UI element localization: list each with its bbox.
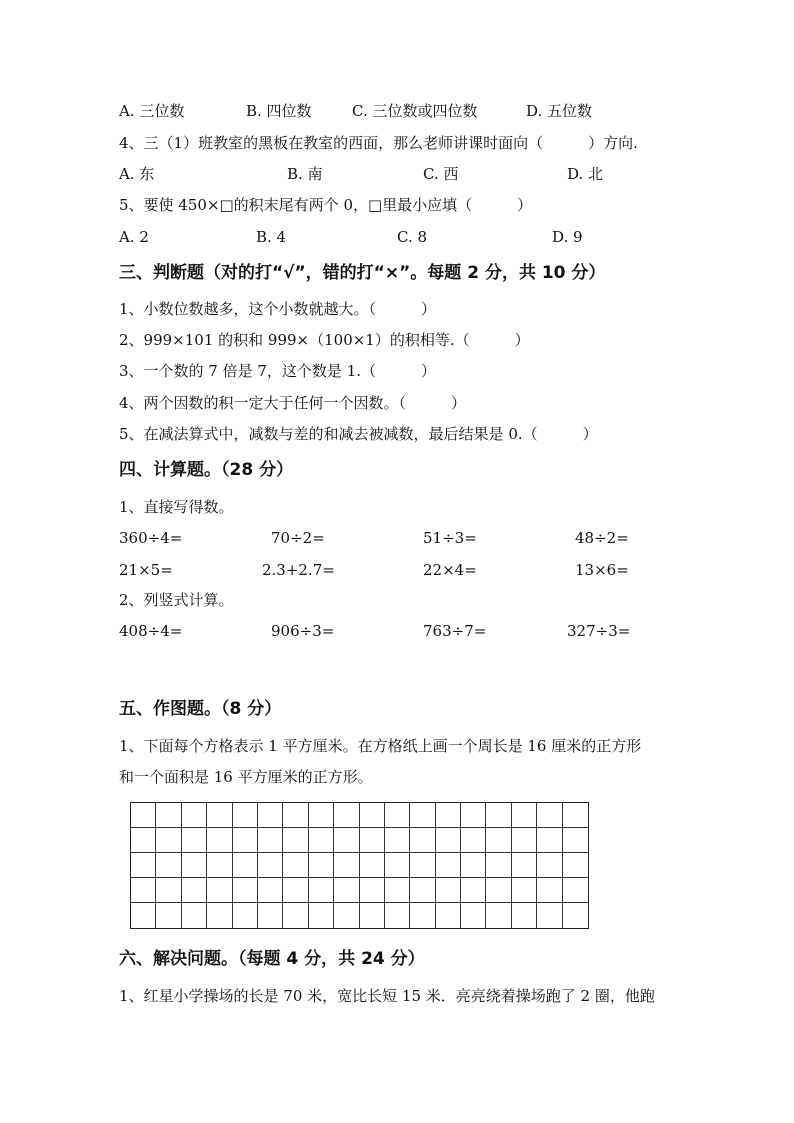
grid-cell bbox=[156, 828, 181, 853]
square-grid bbox=[130, 802, 589, 929]
grid-cell bbox=[537, 903, 562, 928]
q5-option-d: D. 9 bbox=[552, 228, 583, 246]
q3-option-c: C. 三位数或四位数 bbox=[352, 102, 478, 120]
grid-cell bbox=[360, 803, 385, 828]
grid-cell bbox=[309, 878, 334, 903]
grid-cell bbox=[283, 828, 308, 853]
grid-cell bbox=[360, 878, 385, 903]
grid-cell bbox=[461, 878, 486, 903]
grid-cell bbox=[283, 903, 308, 928]
grid-cell bbox=[385, 878, 410, 903]
calc-r2-c1: 21×5= bbox=[119, 561, 173, 579]
grid-cell bbox=[182, 803, 207, 828]
grid-cell bbox=[385, 828, 410, 853]
grid-cell bbox=[283, 878, 308, 903]
calc-r1-c3: 51÷3= bbox=[423, 529, 477, 547]
grid-cell bbox=[207, 853, 232, 878]
grid-cell bbox=[182, 903, 207, 928]
grid-cell bbox=[436, 803, 461, 828]
section5-title: 五、作图题。（8 分） bbox=[119, 699, 282, 719]
grid-cell bbox=[486, 828, 511, 853]
grid-cell bbox=[207, 828, 232, 853]
grid-cell bbox=[410, 828, 435, 853]
section3-item-3: 3、一个数的 7 倍是 7，这个数是 1.（ ） bbox=[119, 362, 437, 380]
grid-cell bbox=[537, 803, 562, 828]
grid-cell bbox=[461, 803, 486, 828]
calc-r2-c2: 2.3+2.7= bbox=[262, 561, 335, 579]
q4-option-d: D. 北 bbox=[567, 165, 604, 183]
grid-cell bbox=[436, 828, 461, 853]
calc-r1-c1: 360÷4= bbox=[119, 529, 183, 547]
grid-cell bbox=[512, 878, 537, 903]
grid-cell bbox=[131, 903, 156, 928]
section6-title: 六、解决问题。（每题 4 分，共 24 分） bbox=[119, 949, 425, 969]
grid-cell bbox=[233, 903, 258, 928]
grid-cell bbox=[385, 903, 410, 928]
grid-cell bbox=[537, 853, 562, 878]
grid-cell bbox=[512, 903, 537, 928]
grid-cell bbox=[410, 903, 435, 928]
grid-cell bbox=[233, 803, 258, 828]
grid-cell bbox=[258, 903, 283, 928]
q4-option-a: A. 东 bbox=[119, 165, 155, 183]
grid-cell bbox=[537, 878, 562, 903]
grid-cell bbox=[385, 853, 410, 878]
grid-cell bbox=[334, 853, 359, 878]
grid-cell bbox=[563, 878, 588, 903]
grid-cell bbox=[334, 903, 359, 928]
section4-title: 四、计算题。（28 分） bbox=[119, 460, 294, 480]
grid-cell bbox=[131, 878, 156, 903]
grid-cell bbox=[461, 903, 486, 928]
section6-line-1: 1、红星小学操场的长是 70 米，宽比长短 15 米．亮亮绕着操场跑了 2 圈，他跑 bbox=[119, 987, 655, 1005]
calc-r3-c2: 906÷3= bbox=[271, 622, 335, 640]
calc-r3-c1: 408÷4= bbox=[119, 622, 183, 640]
grid-cell bbox=[283, 853, 308, 878]
grid-cell bbox=[486, 878, 511, 903]
calc-r1-c4: 48÷2= bbox=[575, 529, 629, 547]
section3-item-2: 2、999×101 的积和 999×（100×1）的积相等.（ ） bbox=[119, 331, 530, 349]
grid-cell bbox=[360, 853, 385, 878]
grid-cell bbox=[360, 903, 385, 928]
grid-cell bbox=[207, 878, 232, 903]
section4-sub1: 1、直接写得数。 bbox=[119, 498, 234, 516]
grid-cell bbox=[334, 828, 359, 853]
grid-cell bbox=[309, 828, 334, 853]
calc-r1-c2: 70÷2= bbox=[271, 529, 325, 547]
grid-cell bbox=[461, 828, 486, 853]
grid-cell bbox=[436, 853, 461, 878]
section5-line-1: 1、下面每个方格表示 1 平方厘米。在方格纸上画一个周长是 16 厘米的正方形 bbox=[119, 737, 642, 755]
grid-cell bbox=[258, 828, 283, 853]
grid-cell bbox=[258, 803, 283, 828]
q4-stem: 4、三（1）班教室的黑板在教室的西面，那么老师讲课时面向（ ）方向. bbox=[119, 134, 638, 152]
grid-cell bbox=[309, 853, 334, 878]
calc-r3-c4: 327÷3= bbox=[567, 622, 631, 640]
q3-option-a: A. 三位数 bbox=[119, 102, 185, 120]
grid-cell bbox=[156, 878, 181, 903]
grid-cell bbox=[360, 828, 385, 853]
q5-stem: 5、要使 450×□的积末尾有两个 0，□里最小应填（ ） bbox=[119, 196, 533, 214]
grid-cell bbox=[512, 853, 537, 878]
grid-cell bbox=[156, 903, 181, 928]
grid-cell bbox=[309, 803, 334, 828]
grid-cell bbox=[563, 903, 588, 928]
section4-sub2: 2、列竖式计算。 bbox=[119, 591, 234, 609]
grid-cell bbox=[410, 803, 435, 828]
grid-cell bbox=[233, 828, 258, 853]
grid-cell bbox=[486, 803, 511, 828]
grid-cell bbox=[537, 828, 562, 853]
section3-title: 三、判断题（对的打“√”，错的打“×”。每题 2 分，共 10 分） bbox=[119, 263, 606, 283]
grid-cell bbox=[182, 828, 207, 853]
grid-cell bbox=[156, 853, 181, 878]
grid-cell bbox=[461, 853, 486, 878]
q4-option-c: C. 西 bbox=[423, 165, 459, 183]
grid-cell bbox=[131, 828, 156, 853]
grid-cell bbox=[486, 853, 511, 878]
grid-cell bbox=[182, 878, 207, 903]
grid-cell bbox=[207, 803, 232, 828]
q5-option-a: A. 2 bbox=[119, 228, 149, 246]
grid-cell bbox=[563, 803, 588, 828]
grid-cell bbox=[436, 903, 461, 928]
q3-option-d: D. 五位数 bbox=[526, 102, 593, 120]
calc-r3-c3: 763÷7= bbox=[423, 622, 487, 640]
grid-cell bbox=[563, 828, 588, 853]
grid-cell bbox=[309, 903, 334, 928]
q3-option-b: B. 四位数 bbox=[246, 102, 312, 120]
grid-cell bbox=[385, 803, 410, 828]
grid-cell bbox=[283, 803, 308, 828]
q5-option-b: B. 4 bbox=[256, 228, 287, 246]
grid-cell bbox=[563, 853, 588, 878]
grid-cell bbox=[436, 878, 461, 903]
grid-cell bbox=[131, 803, 156, 828]
q5-option-c: C. 8 bbox=[397, 228, 428, 246]
grid-cell bbox=[334, 878, 359, 903]
grid-cell bbox=[156, 803, 181, 828]
grid-cell bbox=[182, 853, 207, 878]
grid-cell bbox=[410, 853, 435, 878]
grid-cell bbox=[258, 878, 283, 903]
calc-r2-c3: 22×4= bbox=[423, 561, 477, 579]
grid-cell bbox=[334, 803, 359, 828]
calc-r2-c4: 13×6= bbox=[575, 561, 629, 579]
grid-cell bbox=[258, 853, 283, 878]
grid-cell bbox=[486, 903, 511, 928]
q4-option-b: B. 南 bbox=[287, 165, 323, 183]
section5-line-2: 和一个面积是 16 平方厘米的正方形。 bbox=[119, 768, 373, 786]
section3-item-1: 1、小数位数越多，这个小数就越大。（ ） bbox=[119, 300, 437, 318]
grid-cell bbox=[233, 853, 258, 878]
grid-cell bbox=[207, 903, 232, 928]
section3-item-5: 5、在减法算式中，减数与差的和减去被减数，最后结果是 0.（ ） bbox=[119, 425, 598, 443]
grid-cell bbox=[512, 803, 537, 828]
grid-cell bbox=[512, 828, 537, 853]
grid-cell bbox=[410, 878, 435, 903]
section3-item-4: 4、两个因数的积一定大于任何一个因数。（ ） bbox=[119, 394, 467, 412]
grid-cell bbox=[131, 853, 156, 878]
grid-cell bbox=[233, 878, 258, 903]
